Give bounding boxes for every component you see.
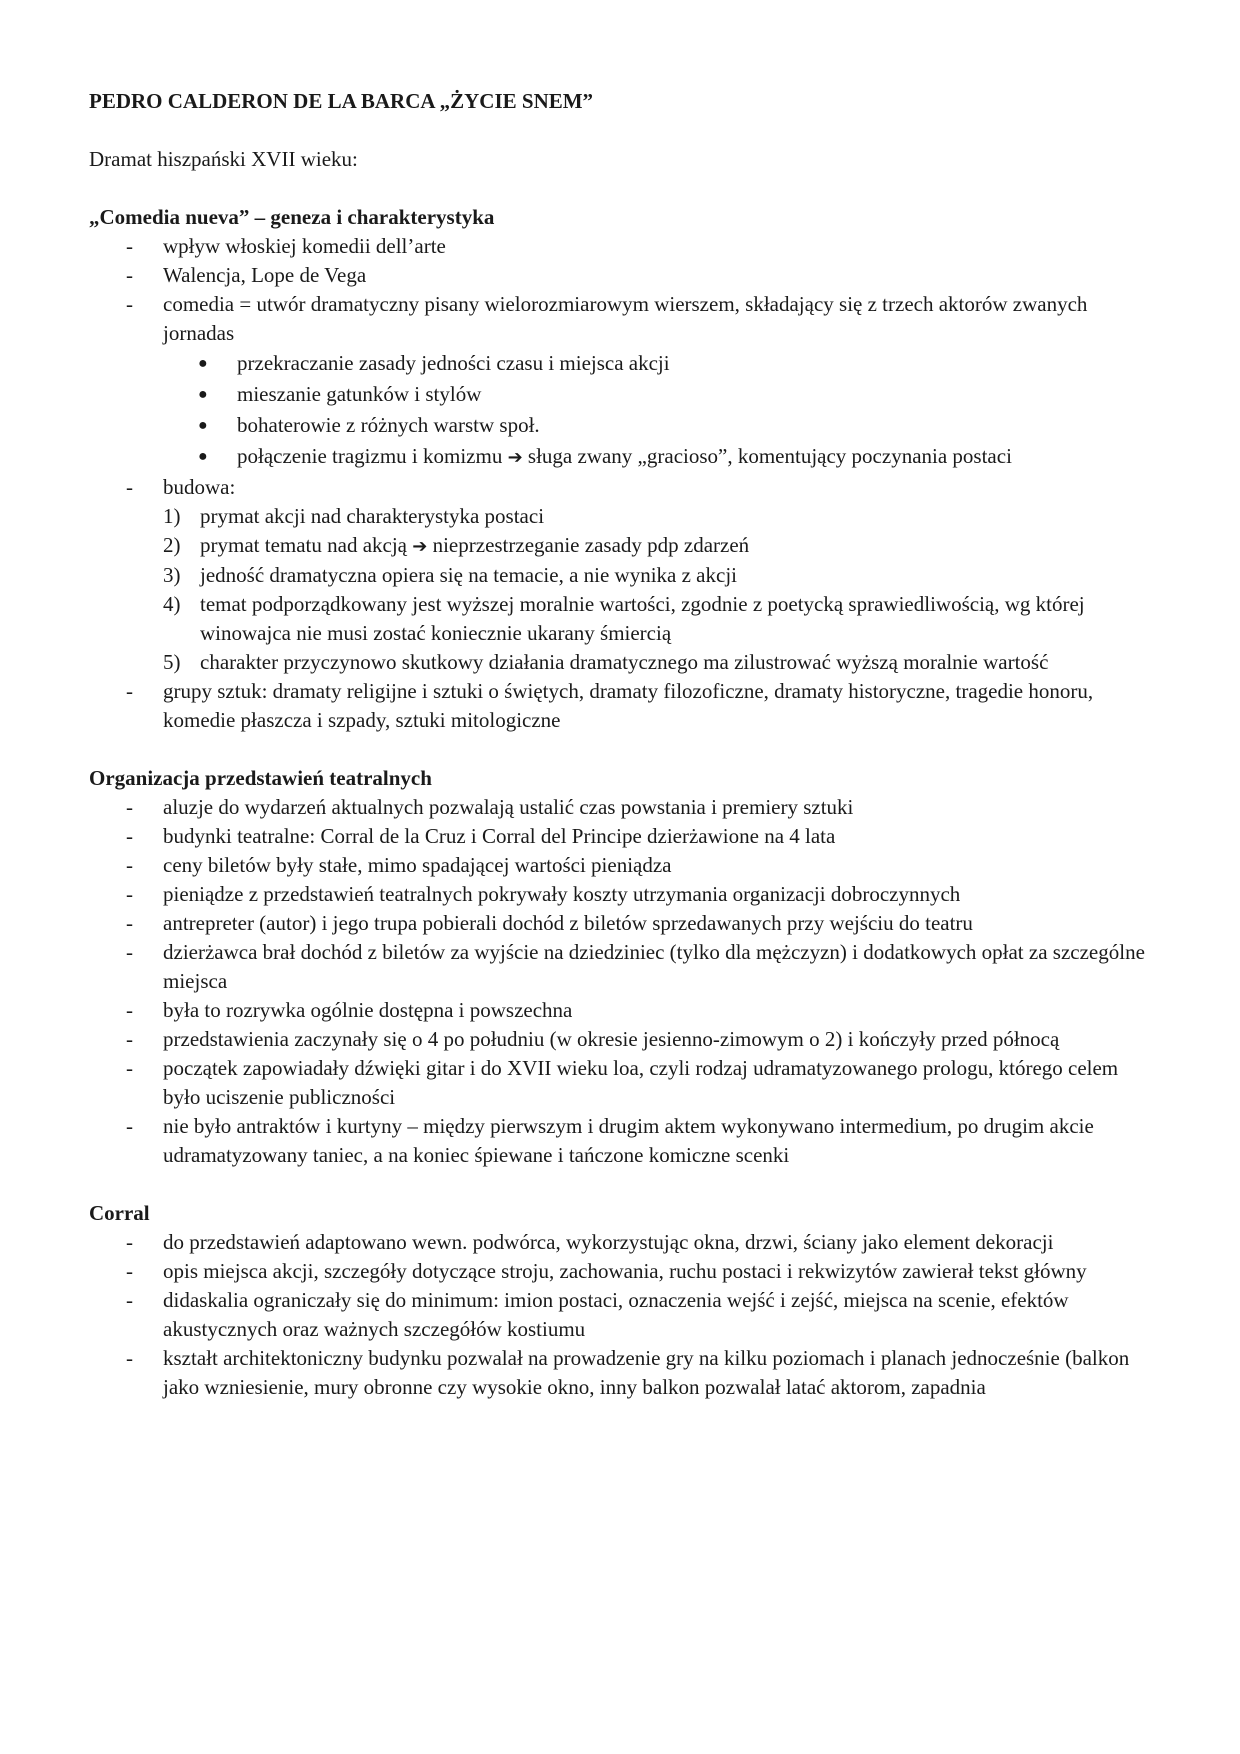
numbered-item: 2) prymat tematu nad akcją ➔ nieprzestrzeganie zasady pdp zdarzeń	[163, 531, 1149, 561]
document-title: PEDRO CALDERON DE LA BARCA „ŻYCIE SNEM”	[89, 89, 594, 113]
dash-marker: -	[126, 882, 133, 906]
list-item: - przedstawienia zaczynały się o 4 po południu (w okresie jesienno-zimowym o 2) i kończyły przed północą	[89, 1025, 1149, 1054]
list-item: - nie było antraktów i kurtyny – między pierwszym i drugim aktem wykonywano intermedium, po drugim akcie udramatyzowany taniec, a na koniec śpiewane i tańczone komiczne scenki	[126, 1114, 1094, 1167]
list-item: - była to rozrywka ogólnie dostępna i powszechna	[89, 996, 1149, 1025]
list-item: - antrepreter (autor) i jego trupa pobierali dochód z biletów sprzedawanych przy wejściu do teatru	[89, 909, 1149, 938]
dash-marker: -	[126, 853, 133, 877]
dash-marker: -	[126, 1346, 133, 1370]
bullet-icon: ●	[198, 448, 208, 465]
bullet-icon: ●	[198, 355, 208, 372]
list-item: - grupy sztuk: dramaty religijne i sztuki o świętych, dramaty filozoficzne, dramaty historyczne, tragedie honoru, komedie płaszcza i szpady, sztuki mitologiczne	[126, 679, 1094, 732]
bullet-item: ● mieszanie gatunków i stylów	[163, 379, 1149, 410]
list-item: - kształt architektoniczny budynku pozwalał na prowadzenie gry na kilku poziomach i planach jednocześnie (balkon jako wzniesienie, mury obronne czy wysokie okno, inny balkon pozwalał latać aktorom, zapadnia	[126, 1346, 1130, 1399]
list-item: - ceny biletów były stałe, mimo spadającej wartości pieniądza	[89, 851, 1149, 880]
list-item: - opis miejsca akcji, szczegóły dotyczące stroju, zachowania, ruchu postaci i rekwizytów zawierał tekst główny	[89, 1257, 1149, 1286]
corral-list	[89, 1228, 1149, 1402]
dash-marker: -	[126, 911, 133, 935]
numbered-item: 5) charakter przyczynowo skutkowy działania dramatycznego ma zilustrować wyższą moralnie wartość	[163, 648, 1149, 677]
section-heading-comedia: „Comedia nueva” – geneza i charakterystyka	[89, 205, 495, 229]
numbered-item: 3) jedność dramatyczna opiera się na temacie, a nie wynika z akcji	[163, 561, 1149, 590]
dash-marker: -	[126, 1056, 133, 1080]
section-gap	[89, 1170, 1149, 1199]
dash-marker: -	[126, 292, 133, 316]
bullet-list	[163, 348, 1149, 473]
document-content	[89, 87, 1149, 1402]
comedia-list	[89, 232, 1149, 735]
number-marker: 3)	[163, 563, 181, 587]
list-item: - pieniądze z przedstawień teatralnych pokrywały koszty utrzymania organizacji dobroczynnych	[89, 880, 1149, 909]
numbered-item: 1) prymat akcji nad charakterystyka postaci	[163, 502, 1149, 531]
list-item: - do przedstawień adaptowano wewn. podwórca, wykorzystując okna, drzwi, ściany jako element dekoracji	[89, 1228, 1149, 1257]
list-item: - didaskalia ograniczały się do minimum: imion postaci, oznaczenia wejść i zejść, miejsca na scenie, efektów akustycznych oraz ważnych szczegółów kostiumu	[126, 1288, 1069, 1341]
organizacja-list	[89, 793, 1149, 1170]
section-heading-organizacja: Organizacja przedstawień teatralnych	[89, 766, 432, 790]
dash-marker: -	[126, 679, 133, 703]
dash-marker: -	[126, 234, 133, 258]
bullet-item: ● przekraczanie zasady jedności czasu i miejsca akcji	[163, 348, 1149, 379]
dash-marker: -	[126, 795, 133, 819]
list-item: - wpływ włoskiej komedii dell’arte	[89, 232, 1149, 261]
numbered-list	[163, 502, 1149, 677]
list-item: - Walencja, Lope de Vega	[89, 261, 1149, 290]
list-item: - dzierżawca brał dochód z biletów za wyjście na dziedziniec (tylko dla mężczyzn) i dodatkowych opłat za szczególne miejsca	[126, 940, 1145, 993]
list-item: - budynki teatralne: Corral de la Cruz i Corral del Principe dzierżawione na 4 lata	[89, 822, 1149, 851]
dash-marker: -	[126, 1288, 133, 1312]
number-marker: 1)	[163, 504, 181, 528]
list-item: - początek zapowiadały dźwięki gitar i do XVII wieku loa, czyli rodzaj udramatyzowanego prologu, którego celem było uciszenie publiczności	[126, 1056, 1119, 1109]
dash-marker: -	[126, 824, 133, 848]
arrow-icon: ➔	[507, 447, 523, 468]
bullet-item: ● połączenie tragizmu i komizmu ➔ sługa zwany „gracioso”, komentujący poczynania postaci	[163, 441, 1149, 473]
intro-line: Dramat hiszpański XVII wieku:	[89, 147, 358, 171]
bullet-icon: ●	[198, 417, 208, 434]
dash-marker: -	[126, 940, 133, 964]
list-item: - aluzje do wydarzeń aktualnych pozwalają ustalić czas powstania i premiery sztuki	[89, 793, 1149, 822]
dash-marker: -	[126, 1230, 133, 1254]
dash-marker: -	[126, 263, 133, 287]
list-item: - comedia = utwór dramatyczny pisany wielorozmiarowym wierszem, składający się z trzech aktorów zwanych jornadas ● przekraczanie zasady jedności czasu i miejsca akcji ● mieszanie gatunków i stylów ● bohaterowie z różnych warstw społ. ● połączenie tragizmu i komizmu ➔ sługa zwany „gracioso”, komentujący poczynania postaci	[89, 290, 1149, 473]
number-marker: 5)	[163, 650, 181, 674]
arrow-icon: ➔	[412, 536, 428, 557]
list-item: - budowa: 1) prymat akcji nad charakterystyka postaci 2) prymat tematu nad akcją ➔ nieprzestrzeganie zasady pdp zdarzeń 3) jedność dramatyczna opiera się na temacie, a nie wynika z akcji 4) temat podporządkowany jest wyższej moralnie wartości, zgodnie z poetycką sprawiedliwością, wg której winowajca nie musi zostać koniecznie ukarany śmiercią 5) charakter przyczynowo skutkowy działania dramatycznego ma zilustrować wyższą moralnie wartość	[89, 473, 1149, 677]
dash-marker: -	[126, 1259, 133, 1283]
section-heading-corral: Corral	[89, 1201, 150, 1225]
section-gap	[89, 735, 1149, 764]
bullet-icon: ●	[198, 386, 208, 403]
numbered-item: 4) temat podporządkowany jest wyższej moralnie wartości, zgodnie z poetycką sprawiedliwością, wg której winowajca nie musi zostać koniecznie ukarany śmiercią	[163, 592, 1085, 645]
dash-marker: -	[126, 475, 133, 499]
dash-marker: -	[126, 1027, 133, 1051]
dash-marker: -	[126, 998, 133, 1022]
number-marker: 4)	[163, 592, 181, 616]
dash-marker: -	[126, 1114, 133, 1138]
number-marker: 2)	[163, 533, 181, 557]
bullet-item: ● bohaterowie z różnych warstw społ.	[163, 410, 1149, 441]
